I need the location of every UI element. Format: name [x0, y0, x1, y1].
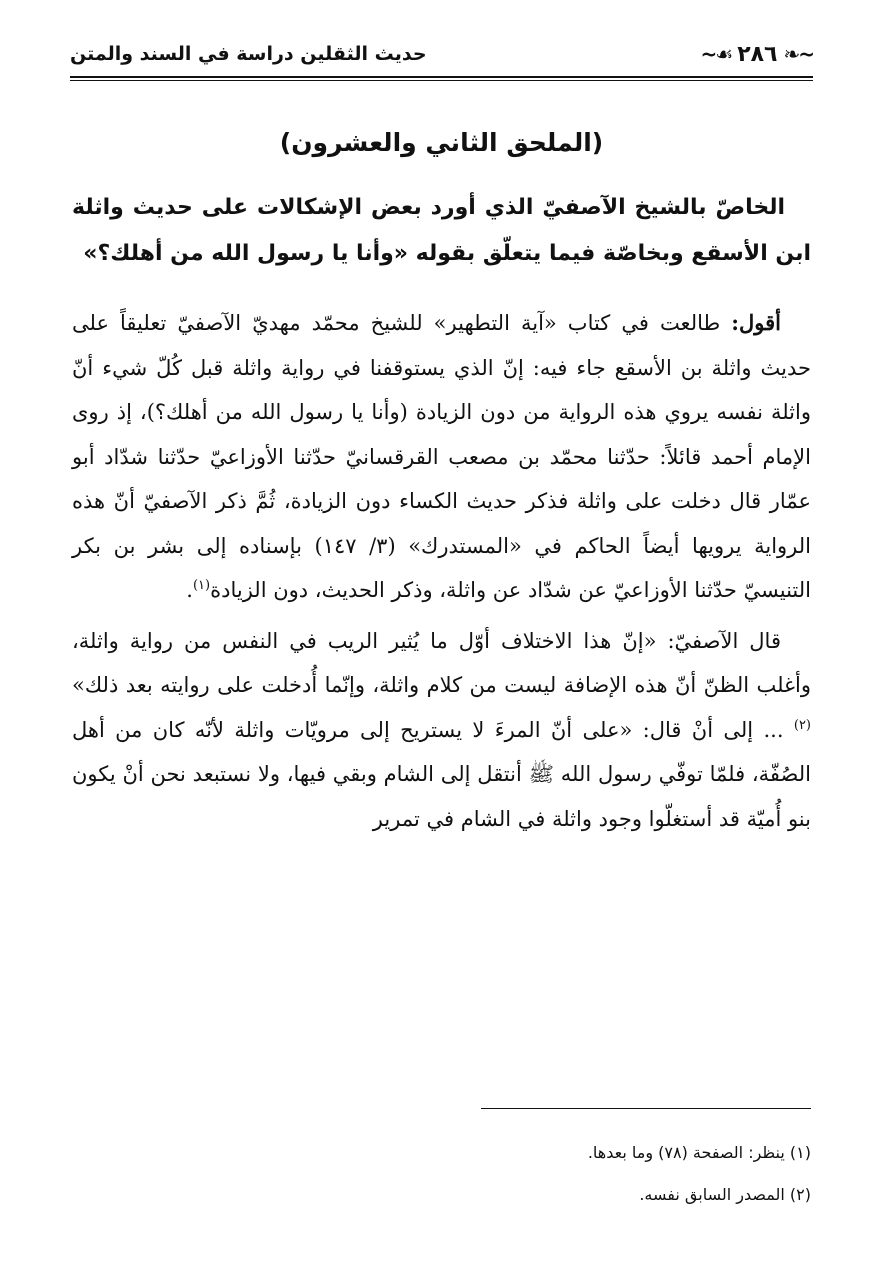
paragraph-2-text-a: قال الآصفيّ: «إنّ هذا الاختلاف أوّل ما يُثير الريب في النفس من رواية واثلة، وأغلب الظنّ أنّ هذه الإضافة ليست من كلام واثلة، وإنّما أُدخلت على روايته بعد ذلك» [72, 628, 811, 697]
header-divider [70, 76, 813, 81]
ornament-icon: ~❧ [783, 42, 813, 66]
running-title: حديث الثقلين دراسة في السند والمتن [70, 43, 427, 65]
paragraph-1 [72, 301, 811, 613]
paragraph-lead: أقول: [731, 310, 781, 335]
paragraph-1-end: . [186, 578, 193, 602]
footnotes [72, 1132, 811, 1216]
footnote-ref-1[interactable]: (١) [192, 578, 211, 593]
appendix-title: (الملحق الثاني والعشرون) [279, 128, 604, 157]
footnote-ref-2[interactable]: (٢) [793, 717, 811, 733]
page-content [72, 128, 811, 847]
footnote-2: (٢) المصدر السابق نفسه. [639, 1185, 811, 1204]
paragraph-1-text: طالعت في كتاب «آية التطهير» للشيخ محمّد مهديّ الآصفيّ تعليقاً على حديث واثلة بن الأسقع جاء فيه: إنّ الذي يستوقفنا في رواية واثلة قبل كُلّ شيء أنّ واثلة نفسه يروي هذه الرواية من دون الزيادة (وأنا يا رسول الله من أهلك؟)، إذ روى الإمام أحمد قائلاً: حدّثنا محمّد بن مصعب القرقسانيّ حدّثنا الأوزاعيّ حدّثنا شدّاد أبو عمّار قال دخلت على واثلة فذكر حديث الكساء دون الزيادة، ثُمَّ ذكر الآصفيّ أنّ هذه الرواية يرويها أيضاً الحاكم في «المستدرك» (٣/ ١٤٧) بإسناده إلى بشر بن بكر التنيسيّ حدّثنا الأوزاعيّ عن شدّاد عن واثلة، وذكر الحديث، دون الزيادة [72, 311, 811, 602]
paragraph-2 [72, 619, 811, 842]
ornament-icon: ☙~ [700, 42, 732, 66]
footnote-divider [481, 1108, 811, 1109]
appendix-subtitle: الخاصّ بالشيخ الآصفيّ الذي أورد بعض الإشكالات على حديث واثلة ابن الأسقع وبخاصّة فيما يتعلّق بقوله «وأنا يا رسول الله من أهلك؟» [72, 195, 811, 266]
paragraph-2-text-b: ... إلى أنْ قال: «على أنّ المرءَ لا يستريح إلى مرويّات واثلة لأنّه كان من أهل الصُفّة، فلمّا توفّي رسول الله ﷺ أنتقل إلى الشام وبقي فيها، ولا نستبعد نحن أنْ يكون بنو أُميّة قد أستغلّوا وجود واثلة في الشام في تمرير [72, 717, 811, 831]
page-number-block [701, 42, 814, 67]
page-number: ٢٨٦ [737, 41, 778, 67]
footnote-1: (١) ينظر: الصفحة (٧٨) وما بعدها. [587, 1143, 811, 1162]
page-header [70, 36, 813, 72]
